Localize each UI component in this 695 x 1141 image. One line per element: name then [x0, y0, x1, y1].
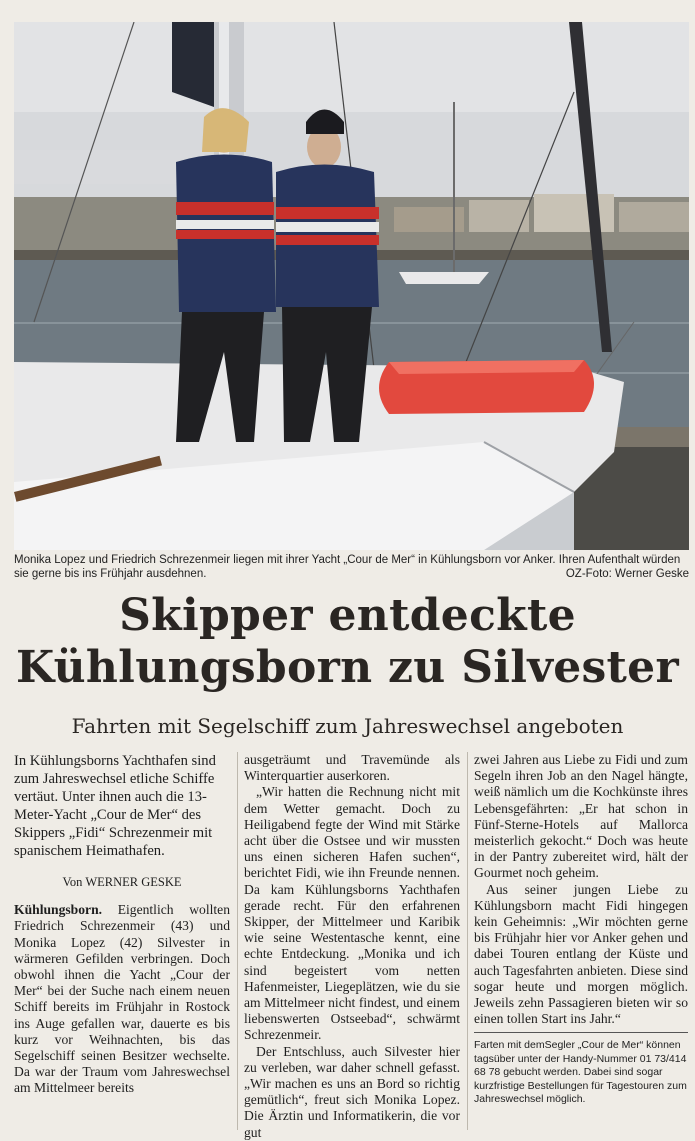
- body-text: Eigentlich wollten Friedrich Schrezenmeir (43) und Monika Lopez (42) Silvester in wärmeren Gefilden verbringen. Doch obwohl ihnen die Yacht „Cour der Mer“ bei der Suche nach einem neuen Schiff bereits im Frühjahr in Rostock ins Auge gefallen war, dauerte es bis kurz vor Weihnachten, bis das Segelschiff seinen Besitzer wechselte. Da war der Traum vom Jahreswechsel am Mittelmeer bereits: [14, 902, 230, 1096]
- article-column-3: [474, 752, 688, 1027]
- teaser: In Kühlungsborns Yachthafen sind zum Jahreswechsel etliche Schiffe vertäut. Unter ihnen auch die 13-Meter-Yacht „Cour de Mer“ des Skippers „Fidi“ Schrezenmeir mit spanischem Heimathafen.: [14, 753, 216, 859]
- dateline: Kühlungsborn.: [14, 902, 103, 918]
- body-paragraph: Aus seiner jungen Liebe zu Kühlungsborn macht Fidi hingegen kein Geheimnis: „Wir möchten gerne bis Frühjahr hier vor Anker gehen und dabei Touren entlang der Küste und auch Tagesfahrten anbieten. Diese sind sogar heute und morgen möglich. Jeweils zehn Passagieren bieten wir so einen tollen Start ins Jahr.“: [474, 881, 688, 1027]
- body-paragraph: ausgeträumt und Travemünde als Winterquartier auserkoren.: [244, 752, 460, 784]
- body-paragraph: zwei Jahren aus Liebe zu Fidi und zum Segeln ihren Job an den Nagel hängte, weiß nämlich um die Kochkünste ihres Lebensgefährten: „Er hat schon in Fünf-Sterne-Hotels auf Mallorca meisterlich gekocht.“ Doch was heute in der Pantry zubereitet wird, hält der Gourmet noch geheim.: [474, 752, 688, 881]
- caption-text: Monika Lopez und Friedrich Schrezenmeir liegen mit ihrer Yacht „Cour de Mer“ in Kühlungsborn vor Anker. Ihren Aufenthalt würden sie gerne bis ins Frühjahr ausdehnen.: [14, 554, 681, 580]
- article-photo: [14, 22, 689, 550]
- subheadline: Fahrten mit Segelschiff zum Jahreswechsel angeboten: [71, 714, 624, 738]
- headline-line-2: Kühlungsborn zu Silvester: [16, 642, 679, 693]
- article-column-2: [244, 752, 460, 1141]
- info-box: Farten mit demSegler „Cour de Mer“ können tagsüber unter der Handy-Nummer 01 73/414 68 78 gebucht werden. Dabei sind sogar kurzfristige Bestellungen für Tagestouren zum Jahreswechsel möglich.: [474, 1032, 688, 1107]
- body-paragraph: „Wir hatten die Rechnung nicht mit dem Wetter gemacht. Doch zu Heiligabend fegte der Wind mit Stärke acht über die Ostsee und wir mussten uns einen sicheren Hafen suchen“, berichtet Fidi, wie ihn Freunde nennen. Da kam Kühlungsborns Yachthafen gerade recht. Für den erfahrenen Skipper, der Mittelmeer und Karibik wie seine Westentasche kennt, eine echte Entdeckung. „Monika und ich sind begeistert vom netten Hafenmeister, Liegeplätzen, wie du sie am Mittelmeer nicht findest, und einem liebenswerten Ostseebad“, schwärmt Schrezenmeir.: [244, 784, 460, 1043]
- article-column-1: [14, 752, 230, 1097]
- column-divider: [467, 752, 468, 1130]
- headline: [0, 590, 695, 694]
- byline: Von WERNER GESKE: [62, 875, 182, 889]
- photo-caption: [14, 553, 689, 581]
- body-paragraph: [14, 902, 230, 1096]
- column-divider: [237, 752, 238, 1130]
- body-paragraph: Der Entschluss, auch Silvester hier zu verleben, war daher schnell gefasst. „Wir machen es uns an Bord so richtig gemütlich“, freut sich Monika Lopez. Die Ärztin und Informatikerin, die vor gut: [244, 1043, 460, 1140]
- headline-line-1: Skipper entdeckte: [119, 590, 576, 641]
- photo-credit: OZ-Foto: Werner Geske: [565, 568, 689, 580]
